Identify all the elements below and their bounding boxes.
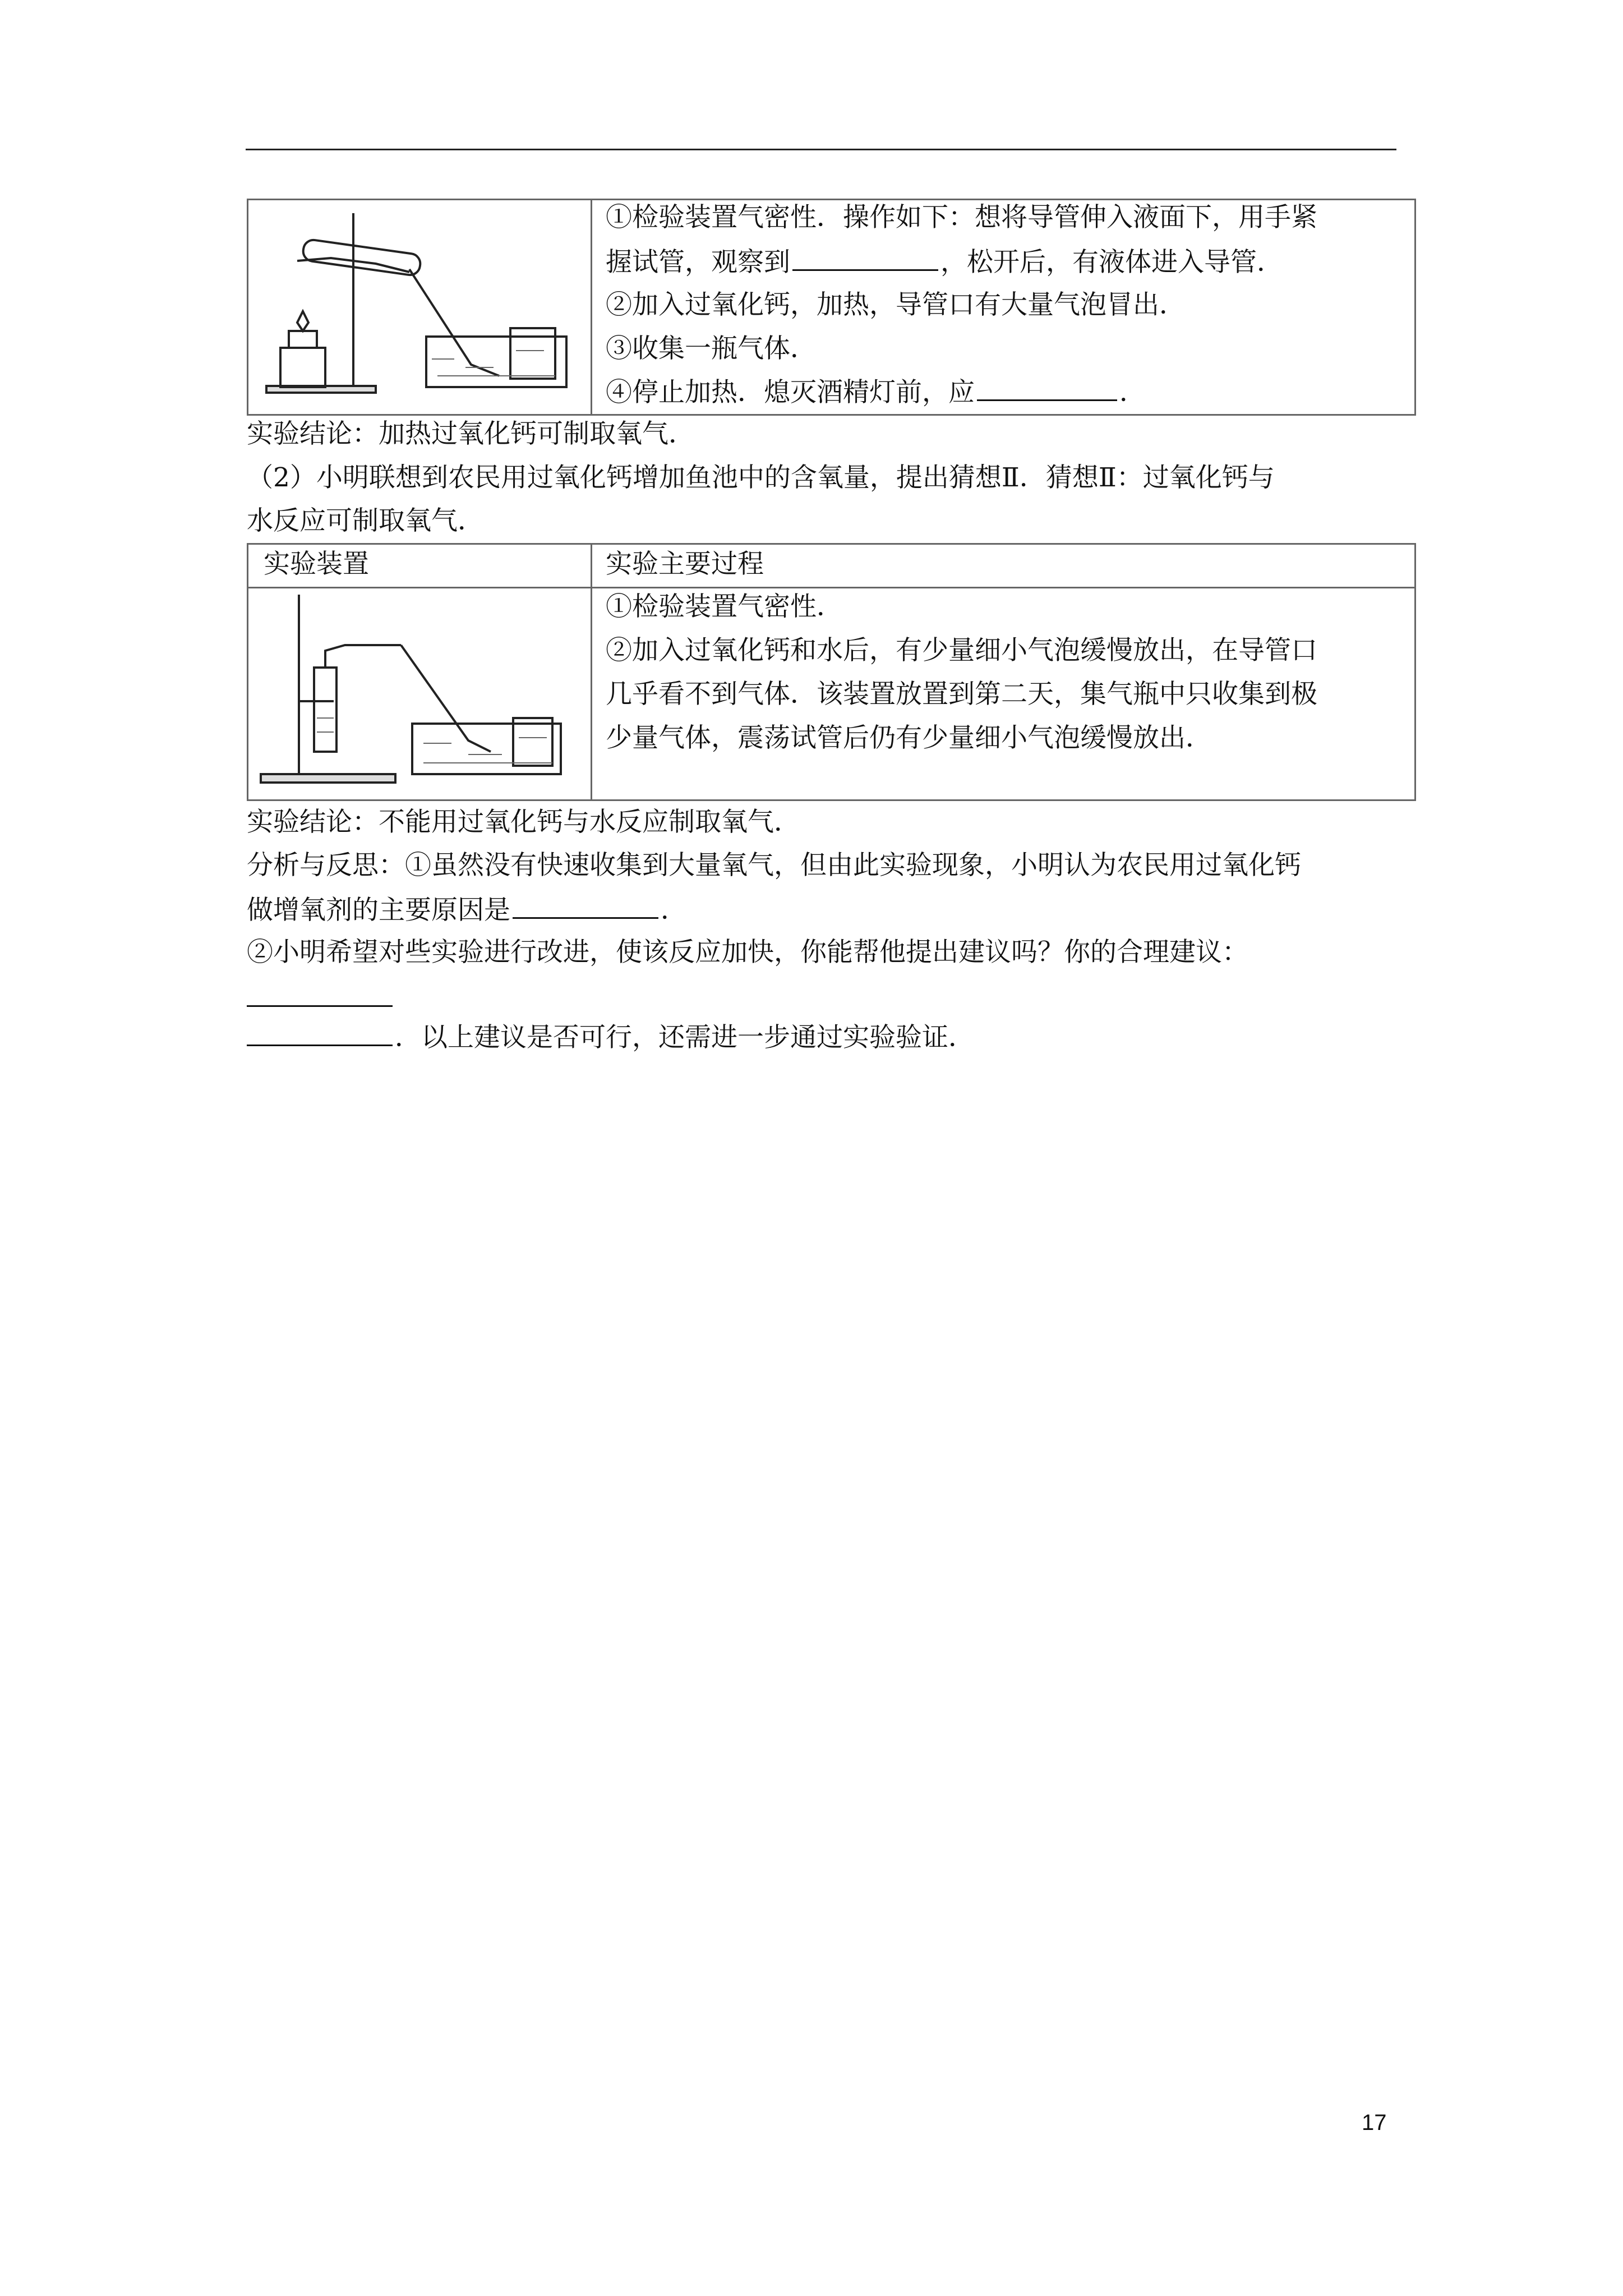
analysis-line-3: ②小明希望对些实验进行改进，使该反应加快，你能帮他提出建议吗？你的合理建议： — [247, 937, 1248, 968]
conclusion-2: 实验结论：不能用过氧化钙与水反应制取氧气． — [247, 807, 800, 838]
table2-step-2-line-3: 少量气体，震荡试管后仍有少量细小气泡缓慢放出． — [606, 723, 1212, 753]
table1-step-4 — [606, 377, 1146, 407]
hypothesis-line-2: 水反应可制取氧气． — [247, 505, 484, 536]
table1-column-divider — [591, 199, 592, 416]
table1-step-1-cont — [606, 247, 1283, 277]
hypothesis-line-1: （2）小明联想到农民用过氧化钙增加鱼池中的含氧量，提出猜想Ⅱ．猜想Ⅱ：过氧化钙与 — [247, 462, 1275, 493]
heating-apparatus-diagram — [264, 208, 578, 401]
reason-suffix: ． — [661, 895, 687, 926]
table2-step-2-line-2: 几乎看不到气体．该装置放置到第二天，集气瓶中只收集到极 — [606, 679, 1317, 710]
verification-note: ．以上建议是否可行，还需进一步通过实验验证． — [395, 1022, 975, 1053]
analysis-line-4 — [247, 1022, 975, 1052]
table2-header-device: 实验装置 — [264, 549, 369, 579]
page-number: 17 — [1362, 2110, 1387, 2135]
table1-step-1: ①检验装置气密性．操作如下：想将导管伸入液面下，用手紧 — [606, 202, 1317, 233]
observe-answer-blank — [792, 247, 938, 271]
table2-header-divider — [247, 587, 1416, 588]
observe-prefix: 握试管，观察到 — [606, 247, 790, 278]
table2-step-2-line-1: ②加入过氧化钙和水后，有少量细小气泡缓慢放出，在导管口 — [606, 635, 1317, 666]
stop-heating-prefix: ④停止加热．熄灭酒精灯前，应 — [606, 377, 975, 408]
reason-answer-blank — [513, 895, 658, 919]
observe-suffix: ，松开后，有液体进入导管． — [940, 247, 1283, 278]
water-reaction-apparatus-diagram — [255, 589, 575, 794]
table2-step-1: ①检验装置气密性． — [606, 591, 843, 622]
table1-step-3: ③收集一瓶气体． — [606, 333, 817, 364]
table2-column-divider — [591, 543, 592, 801]
stop-heating-answer-blank — [977, 377, 1117, 401]
analysis-line-2 — [247, 895, 687, 925]
reason-prefix: 做增氧剂的主要原因是 — [247, 895, 510, 926]
stop-heating-suffix: ． — [1119, 377, 1146, 408]
header-rule — [246, 149, 1396, 150]
suggestion-answer-blank-1 — [247, 983, 393, 1007]
analysis-line-1: 分析与反思：①虽然没有快速收集到大量氧气，但由此实验现象，小明认为农民用过氧化钙 — [247, 850, 1301, 881]
conclusion-1: 实验结论：加热过氧化钙可制取氧气． — [247, 418, 695, 449]
suggestion-answer-blank-2 — [247, 1022, 393, 1046]
table1-step-2: ②加入过氧化钙，加热，导管口有大量气泡冒出． — [606, 289, 1186, 320]
table2-header-process: 实验主要过程 — [606, 549, 764, 579]
